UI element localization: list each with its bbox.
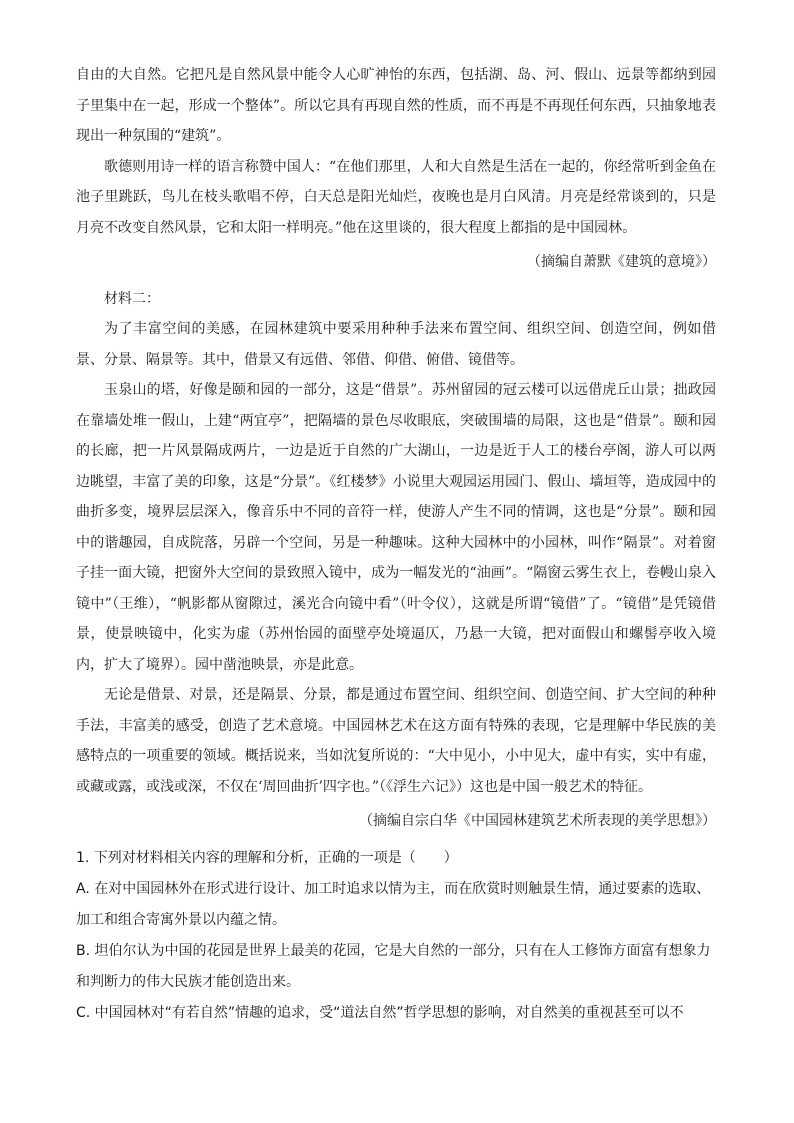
material-two	[76, 284, 716, 837]
material-two-paragraph-1: 为了丰富空间的美感，在园林建筑中要采用种种手法来布置空间、组织空间、创造空间，例如借景、分景、隔景等。其中，借景又有远借、邻借、仰借、俯借、镜借等。	[76, 321, 716, 368]
material-two-paragraph-3: 无论是借景、对景，还是隔景、分景，都是通过布置空间、组织空间、创造空间、扩大空间的种种手法，丰富美的感受，创造了艺术意境。中国园林艺术在这方面有特殊的表现，它是理解中华民族的美感特点的一项重要的领域。概括说来，当如沈复所说的：“大中见小，小中见大，虚中有实，实中有虚，或藏或露，或浅或深，不仅在‘周回曲折’四字也。”（《浮生六记》）这也是中国一般艺术的特征。	[76, 687, 716, 795]
material-two-source: （摘编自宗白华《中国园林建筑艺术所表现的美学思想》）	[359, 813, 716, 829]
material-two-label: 材料二：	[104, 290, 160, 307]
option-c: C. 中国园林对“有若自然”情趣的追求，受“道法自然”哲学思想的影响，对自然美的重视甚至可以不	[76, 1004, 684, 1021]
material-one-paragraph-2: 歌德则用诗一样的语言称赞中国人：“在他们那里，人和大自然是生活在一起的，你经常听到金鱼在池子里跳跃，鸟儿在枝头歌唱不停，白天总是阳光灿烂，夜晚也是月白风清。月亮是经常谈到的，只是月亮不改变自然风景，它和太阳一样明亮。”他在这里谈的，很大程度上都指的是中国园林。	[76, 158, 716, 236]
material-one-paragraph-1: 自由的大自然。它把凡是自然风景中能令人心旷神怡的东西，包括湖、岛、河、假山、远景等都纳到园子里集中在一起，形成一个整体”。所以它具有再现自然的性质，而不再是不再现任何东西，只抽象地表现出一种氛围的“建筑”。	[76, 67, 716, 144]
material-one-source: （摘编自萧默《建筑的意境》）	[527, 254, 716, 270]
material-two-paragraph-2: 玉泉山的塔，好像是颐和园的一部分，这是“借景”。苏州留园的冠云楼可以远借虎丘山景；拙政园在靠墙处堆一假山，上建“两宜亭”，把隔墙的景色尽收眼底，突破围墙的局限，这也是“借景”。颐和园的长廊，把一片风景隔成两片，一边是近于自然的广大湖山，一边是近于人工的楼台亭阁，游人可以两边眺望，丰富了美的印象，这是“分景”。《红楼梦》小说里大观园运用园门、假山、墙垣等，造成园中的曲折多变，境界层层深入，像音乐中不同的音符一样，使游人产生不同的情调，这也是“分景”。颐和园中的谐趣园，自成院落，另辟一个空间，另是一种趣味。这种大园林中的小园林，叫作“隔景”。对着窗子挂一面大镜，把窗外大空间的景致照入镜中，成为一幅发光的“油画”。“隔窗云雾生衣上，卷幔山泉入镜中”（王维），“帆影都从窗隙过，溪光合向镜中看”（叶令仪），这就是所谓“镜借”了。“镜借”是凭镜借景，使景映镜中，化实为虚（苏州怡园的面壁亭处境逼仄，乃悬一大镜，把对面假山和螺髻亭收入境内，扩大了境界）。园中凿池映景，亦是此意。	[76, 382, 716, 673]
question-stem: 1. 下列对材料相关内容的理解和分析，正确的一项是（ ）	[76, 849, 458, 866]
material-one	[76, 60, 716, 278]
option-b: B. 坦伯尔认为中国的花园是世界上最美的花园，它是大自然的一部分，只有在人工修饰方面富有想象力和判断力的伟大民族才能创造出来。	[76, 942, 711, 990]
option-a: A. 在对中国园林外在形式进行设计、加工时追求以情为主，而在欣赏时则触景生情，通过要素的选取、加工和组合寄寓外景以内蕴之情。	[76, 880, 711, 928]
question-one	[76, 843, 716, 1029]
